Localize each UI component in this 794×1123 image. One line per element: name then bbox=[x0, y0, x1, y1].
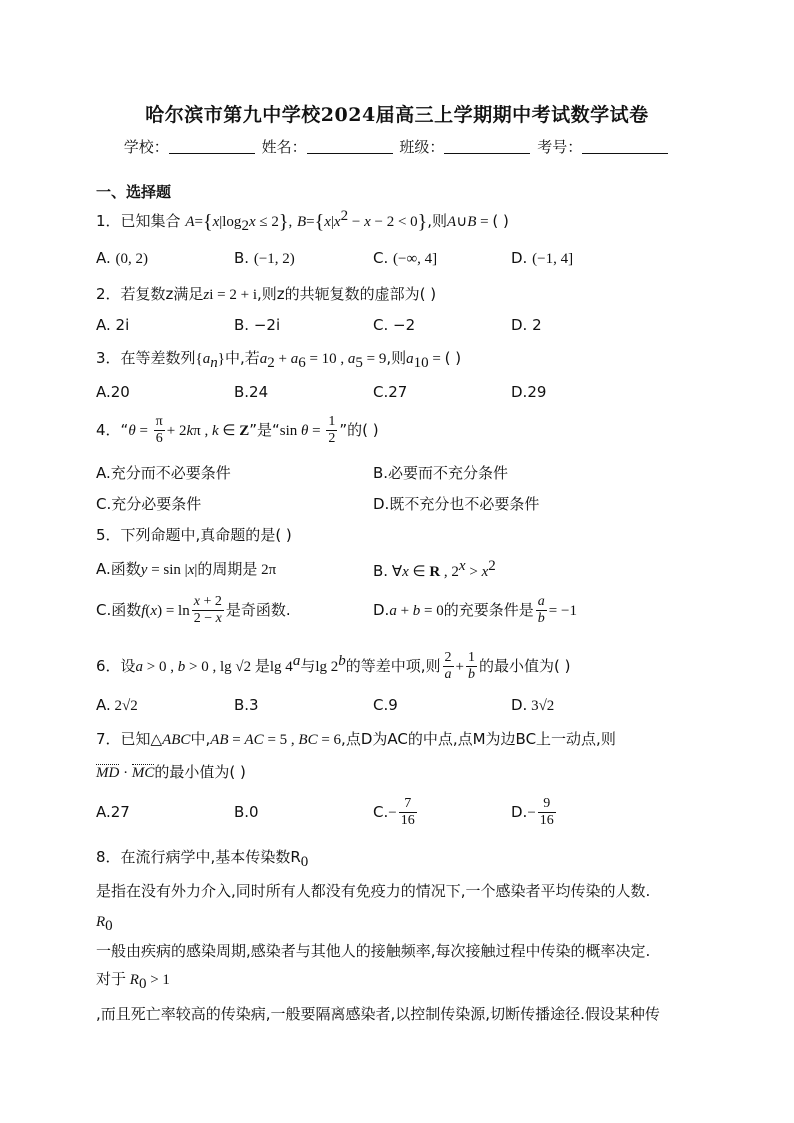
q2-option-c[interactable]: C. −2 bbox=[373, 316, 416, 334]
q5-option-a[interactable]: A.函数y = sin |x|的周期是 2π bbox=[96, 560, 277, 578]
student-info-row bbox=[0, 136, 794, 157]
school-blank[interactable] bbox=[169, 139, 255, 154]
q2-option-d[interactable]: D. 2 bbox=[511, 316, 542, 334]
class-blank[interactable] bbox=[444, 139, 530, 154]
question-7: 7．已知△ABC中,AB = AC = 5 , BC = 6,点D为AC的中点,点M为边BC上一动点,则 bbox=[96, 730, 616, 748]
q7-option-b[interactable]: B.0 bbox=[234, 803, 259, 821]
section-heading: 一、选择题 bbox=[96, 183, 172, 201]
question-1: 1．已知集合 $A=\{x|\log_2x \le 2\}$, $B=\{x|x^2 - x - 2 < 0\}$,则A∪B = ( ) bbox=[96, 208, 509, 234]
q7-option-d[interactable]: D.− $\frac{9}{16}$ bbox=[511, 796, 554, 828]
q3-option-b[interactable]: B.24 bbox=[234, 383, 269, 401]
q6-option-d[interactable]: D. 3√2 bbox=[511, 696, 555, 714]
q5-option-d[interactable]: D.a + b = 0的充要条件是 $\frac{a}{b}$ = −1 bbox=[373, 594, 577, 626]
q1-option-d[interactable]: D. (−1, 4] bbox=[511, 249, 574, 267]
question-8-line-3: $R_0$ bbox=[96, 914, 113, 934]
set-b-expr: B bbox=[296, 214, 307, 230]
question-6: 6．设a > 0 , b > 0 , lg √2 是lg 4$^a$与lg 2$^b$的等差中项,则 $\frac{2}{a}$ + $\frac{1}{b}$ 的最小值为( ) bbox=[96, 650, 571, 682]
question-8-line-6: ,而且死亡率较高的传染病,一般要隔离感染者,以控制传染源,切断传播途径.假设某种传 bbox=[96, 1005, 660, 1023]
q6-option-c[interactable]: C.9 bbox=[373, 696, 398, 714]
q7-option-c[interactable]: C.− $\frac{7}{16}$ bbox=[373, 796, 415, 828]
q3-option-d[interactable]: D.29 bbox=[511, 383, 547, 401]
q4-option-c[interactable]: C.充分必要条件 bbox=[96, 495, 202, 513]
q6-option-b[interactable]: B.3 bbox=[234, 696, 259, 714]
q1-option-b[interactable]: B. (−1, 2) bbox=[234, 249, 295, 267]
q3-option-c[interactable]: C.27 bbox=[373, 383, 408, 401]
exam-number-label: 考号： bbox=[537, 138, 583, 156]
question-8-line-4: 一般由疾病的感染周期,感染者与其他人的接触频率,每次接触过程中传染的概率决定. bbox=[96, 942, 651, 960]
q2-option-b[interactable]: B. −2i bbox=[234, 316, 281, 334]
name-label: 姓名： bbox=[261, 138, 307, 156]
question-4: 4．“θ = $\frac{\pi}{6}$ + 2kπ , k ∈ Z”是“sin θ = $\frac{1}{2}$ ”的( ) bbox=[96, 414, 379, 446]
question-3: 3．在等差数列$\{a_n\}$中,若$a_2 + a_6 = 10$ , $a_5 = 9$,则$a_{10}$ = ( ) bbox=[96, 349, 462, 371]
q4-option-b[interactable]: B.必要而不充分条件 bbox=[373, 464, 509, 482]
q3-option-a[interactable]: A.20 bbox=[96, 383, 130, 401]
question-8-line-2: 是指在没有外力介入,同时所有人都没有免疫力的情况下,一个感染者平均传染的人数. bbox=[96, 882, 651, 900]
q6-option-a[interactable]: A. 2√2 bbox=[96, 696, 138, 714]
question-8: 8．在流行病学中,基本传染数$R_0$ bbox=[96, 848, 309, 870]
name-blank[interactable] bbox=[307, 139, 393, 154]
exam-number-blank[interactable] bbox=[582, 139, 668, 154]
q5-option-b[interactable]: B. ∀x ∈ R , $2^x > x^2$ bbox=[373, 558, 496, 580]
q2-option-a[interactable]: A. 2i bbox=[96, 316, 130, 334]
q4-option-d[interactable]: D.既不充分也不必要条件 bbox=[373, 495, 540, 513]
question-8-line-5: 对于 $R_0 > 1$ bbox=[96, 970, 170, 992]
q4-option-a[interactable]: A.充分而不必要条件 bbox=[96, 464, 231, 482]
q7-option-a[interactable]: A.27 bbox=[96, 803, 130, 821]
question-2: 2．若复数z满足zi = 2 + i,则z的共轭复数的虚部为( ) bbox=[96, 285, 437, 303]
class-label: 班级： bbox=[399, 138, 445, 156]
question-7-line-2: MD · MC的最小值为( ) bbox=[96, 763, 246, 781]
q1-option-a[interactable]: A. (0, 2) bbox=[96, 249, 149, 267]
set-a-expr: A bbox=[185, 214, 195, 230]
school-label: 学校： bbox=[123, 138, 169, 156]
q1-option-c[interactable]: C. (−∞, 4] bbox=[373, 249, 438, 267]
page-title: 哈尔滨市第九中学校2024届高三上学期期中考试数学试卷 bbox=[145, 104, 649, 126]
question-5: 5．下列命题中,真命题的是( ) bbox=[96, 526, 292, 544]
q5-option-c[interactable]: C.函数f(x) = ln $\frac{x + 2}{2 - x}$ 是奇函数. bbox=[96, 594, 291, 626]
